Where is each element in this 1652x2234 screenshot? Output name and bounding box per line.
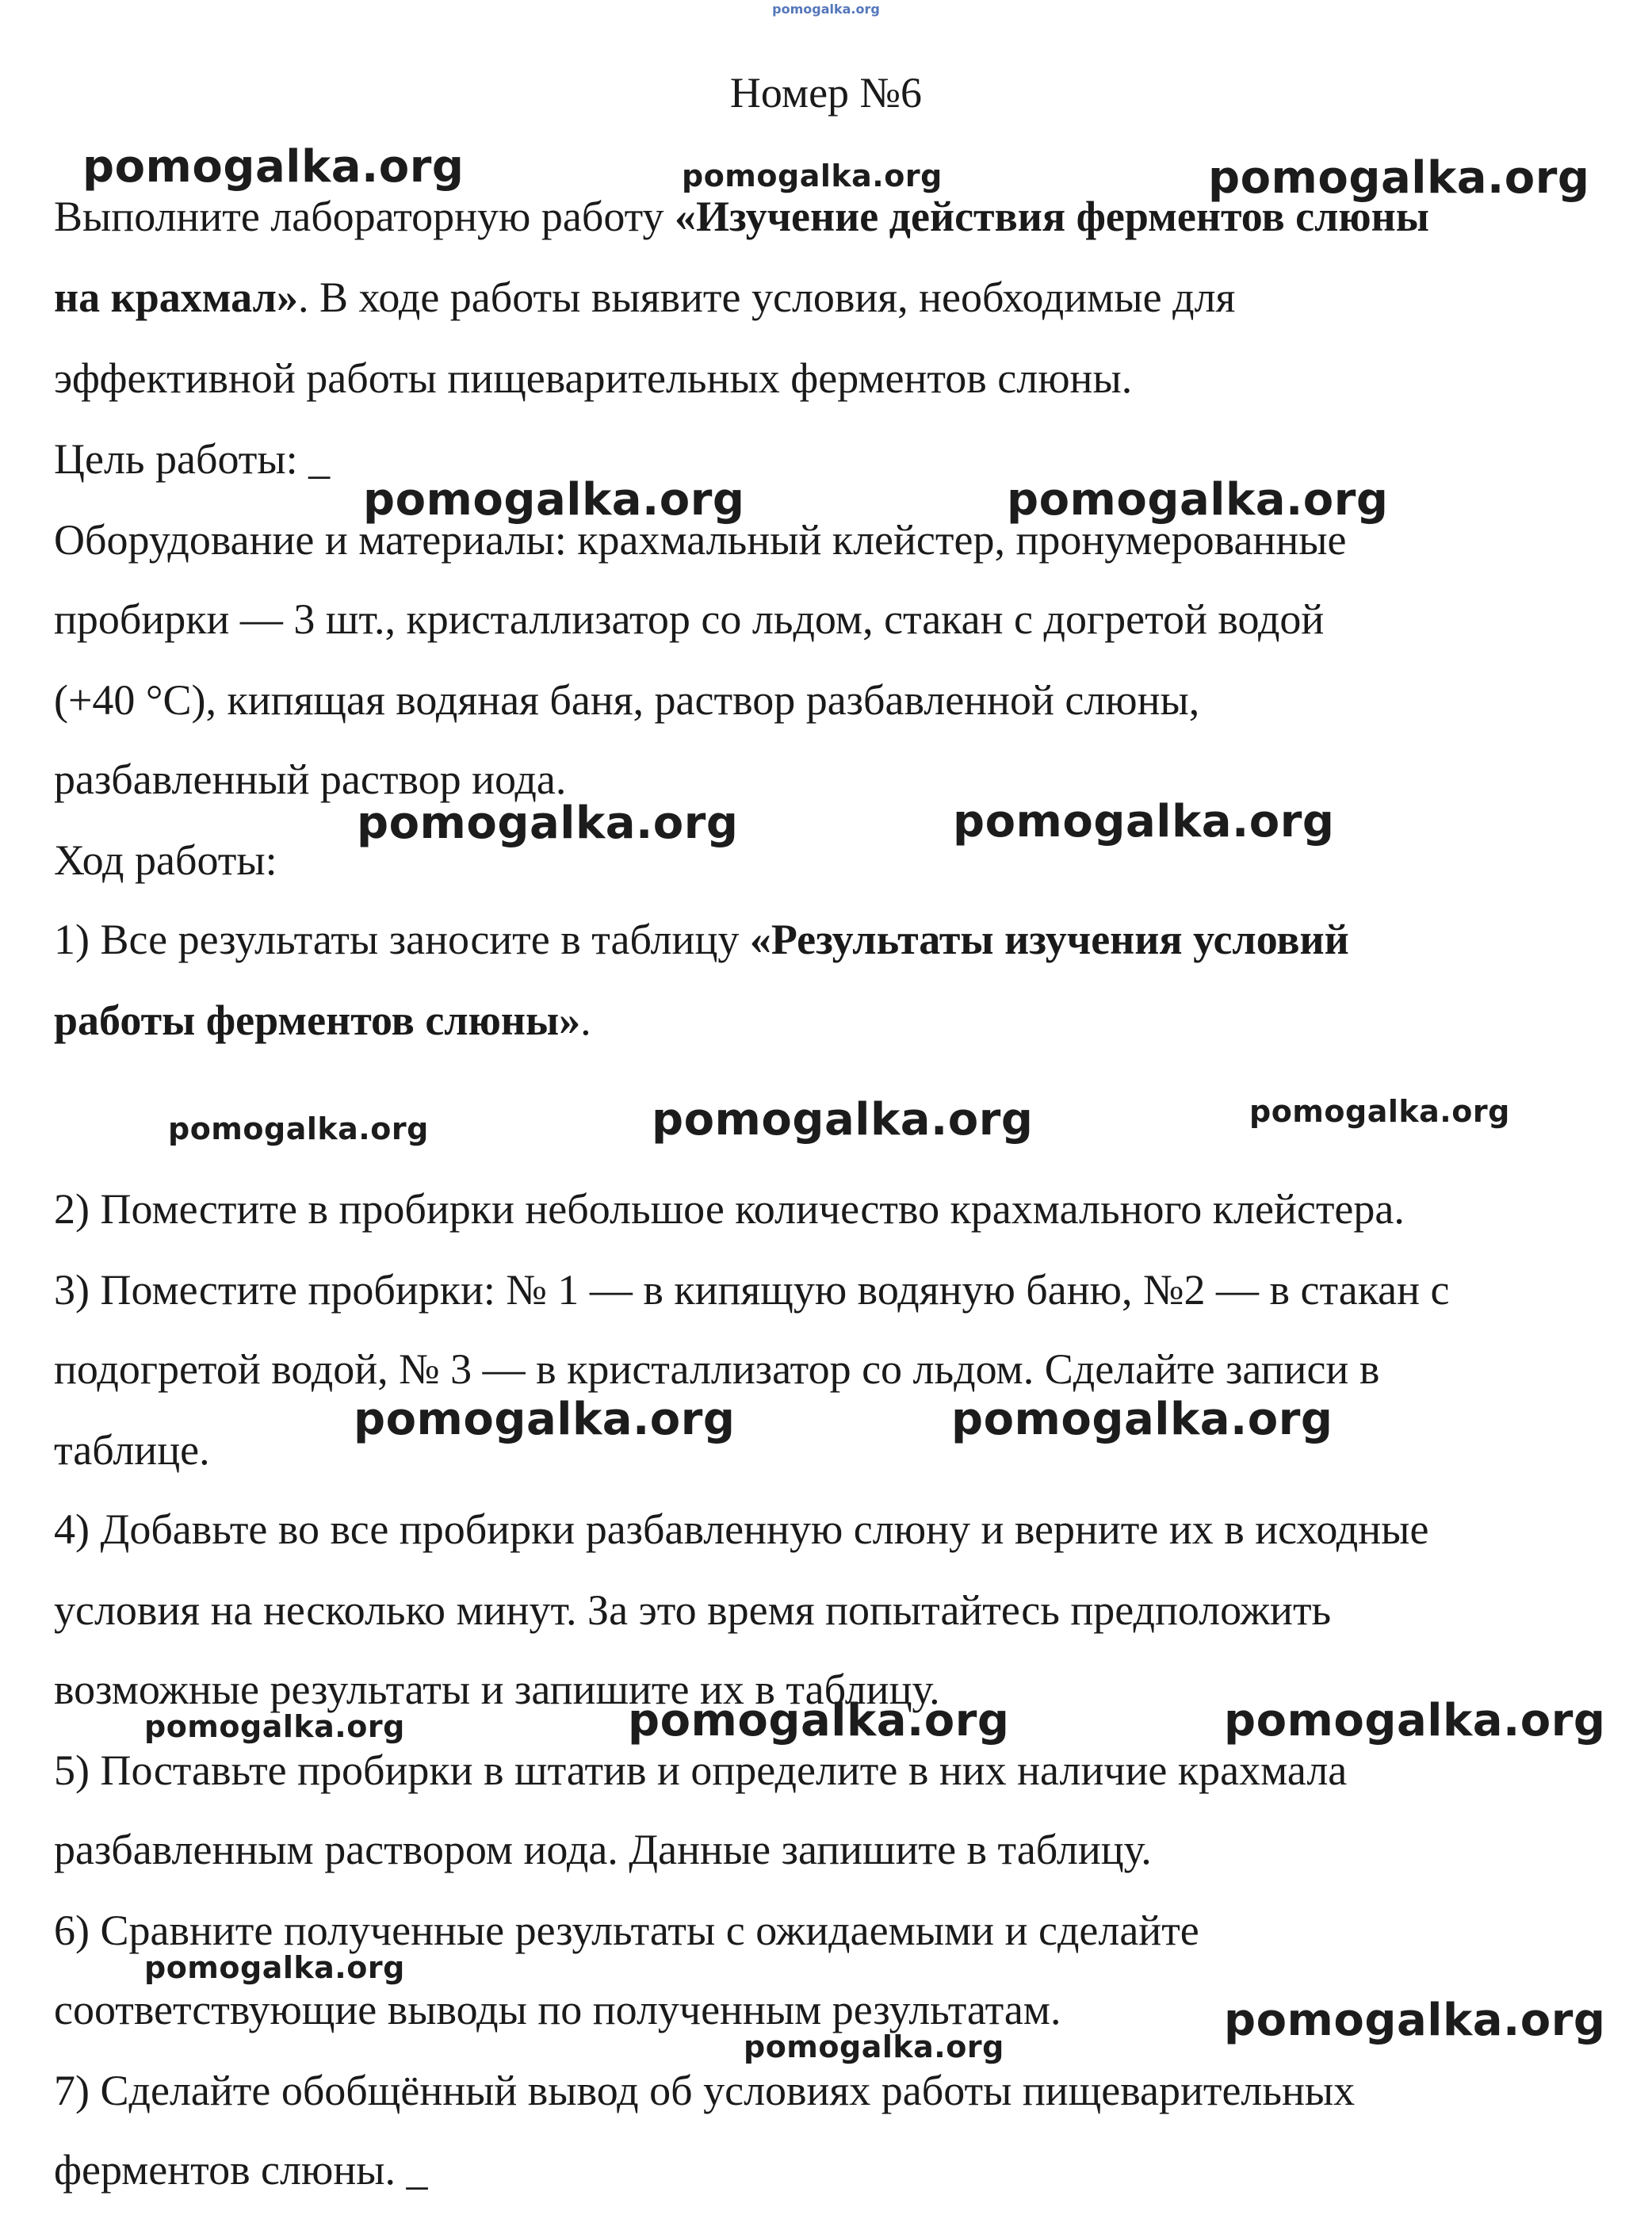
table-title: «Результаты изучения условий [749, 916, 1349, 963]
step-3-line-2: подогретой водой, № 3 — в кристаллизатор со льдом. Сделайте записи в [54, 1345, 1380, 1393]
intro-line-2: на крахмал». В ходе работы выявите условия, необходимые для [54, 274, 1236, 321]
step-1-line-2: работы ферментов слюны». [54, 997, 591, 1044]
table-title-end: работы ферментов слюны» [54, 997, 581, 1044]
intro-line-1: Выполните лабораторную работу «Изучение действия ферментов слюны [54, 193, 1429, 240]
step-3-line-3: таблице. [54, 1426, 210, 1474]
equipment-line-4: разбавленный раствор иода. [54, 756, 567, 803]
step-2-line-1: 2) Поместите в пробирки небольшое количество крахмального клейстера. [54, 1185, 1405, 1233]
step-7-line-1: 7) Сделайте обобщённый вывод об условиях работы пищеварительных [54, 2067, 1356, 2114]
procedure-heading: Ход работы: [54, 836, 277, 884]
equipment-line-1: Оборудование и материалы: крахмальный клейстер, пронумерованные [54, 516, 1347, 564]
page-title: Номер №6 [729, 69, 923, 117]
lab-title: «Изучение действия ферментов слюны [675, 193, 1429, 240]
step-4-line-2: условия на несколько минут. За это время попытайтесь предположить [54, 1586, 1332, 1634]
watermark: pomogalka.org [953, 796, 1335, 847]
watermark: pomogalka.org [1007, 474, 1389, 526]
step-6-line-1: 6) Сравните полученные результаты с ожидаемыми и сделайте [54, 1907, 1199, 1954]
step-4-line-3: возможные результаты и запишите их в таблицу. [54, 1666, 940, 1713]
watermark: pomogalka.org [354, 1394, 736, 1445]
equipment-line-3: (+40 °С), кипящая водяная баня, раствор разбавленной слюны, [54, 676, 1200, 724]
step-3-line-1: 3) Поместите пробирки: № 1 — в кипящую водяную баню, №2 — в стакан с [54, 1266, 1450, 1314]
watermark: pomogalka.org [144, 1709, 405, 1744]
watermark: pomogalka.org [1249, 1094, 1510, 1129]
watermark: pomogalka.org [1224, 1995, 1606, 2046]
equipment-line-2: пробирки — 3 шт., кристаллизатор со льдом, стакан с догретой водой [54, 595, 1325, 643]
watermark: pomogalka.org [363, 474, 745, 526]
watermark: pomogalka.org [144, 1950, 405, 1985]
step-4-line-1: 4) Добавьте во все пробирки разбавленную слюну и верните их в исходные [54, 1505, 1429, 1553]
intro-line-3: эффективной работы пищеварительных ферментов слюны. [54, 354, 1133, 402]
site-mark: pomogalka.org [772, 2, 880, 17]
step-7-line-2: ферментов слюны. _ [54, 2146, 428, 2194]
watermark: pomogalka.org [628, 1695, 1010, 1746]
step-5-line-1: 5) Поставьте пробирки в штатив и определите в них наличие крахмала [54, 1746, 1348, 1794]
step-5-line-2: разбавленным раствором иода. Данные запишите в таблицу. [54, 1826, 1152, 1873]
watermark: pomogalka.org [168, 1111, 429, 1146]
watermark: pomogalka.org [1208, 152, 1590, 204]
watermark: pomogalka.org [652, 1094, 1034, 1146]
watermark: pomogalka.org [744, 2029, 1004, 2064]
watermark: pomogalka.org [82, 141, 465, 193]
watermark: pomogalka.org [1224, 1695, 1606, 1746]
watermark: pomogalka.org [357, 798, 739, 849]
watermark: pomogalka.org [682, 159, 943, 193]
lab-title-end: на крахмал» [54, 274, 298, 321]
step-6-line-2: соответствующие выводы по полученным результатам. [54, 1986, 1061, 2033]
goal-line: Цель работы: _ [54, 435, 331, 483]
step-1-line-1: 1) Все результаты заносите в таблицу «Результаты изучения условий [54, 916, 1349, 963]
watermark: pomogalka.org [951, 1394, 1333, 1445]
